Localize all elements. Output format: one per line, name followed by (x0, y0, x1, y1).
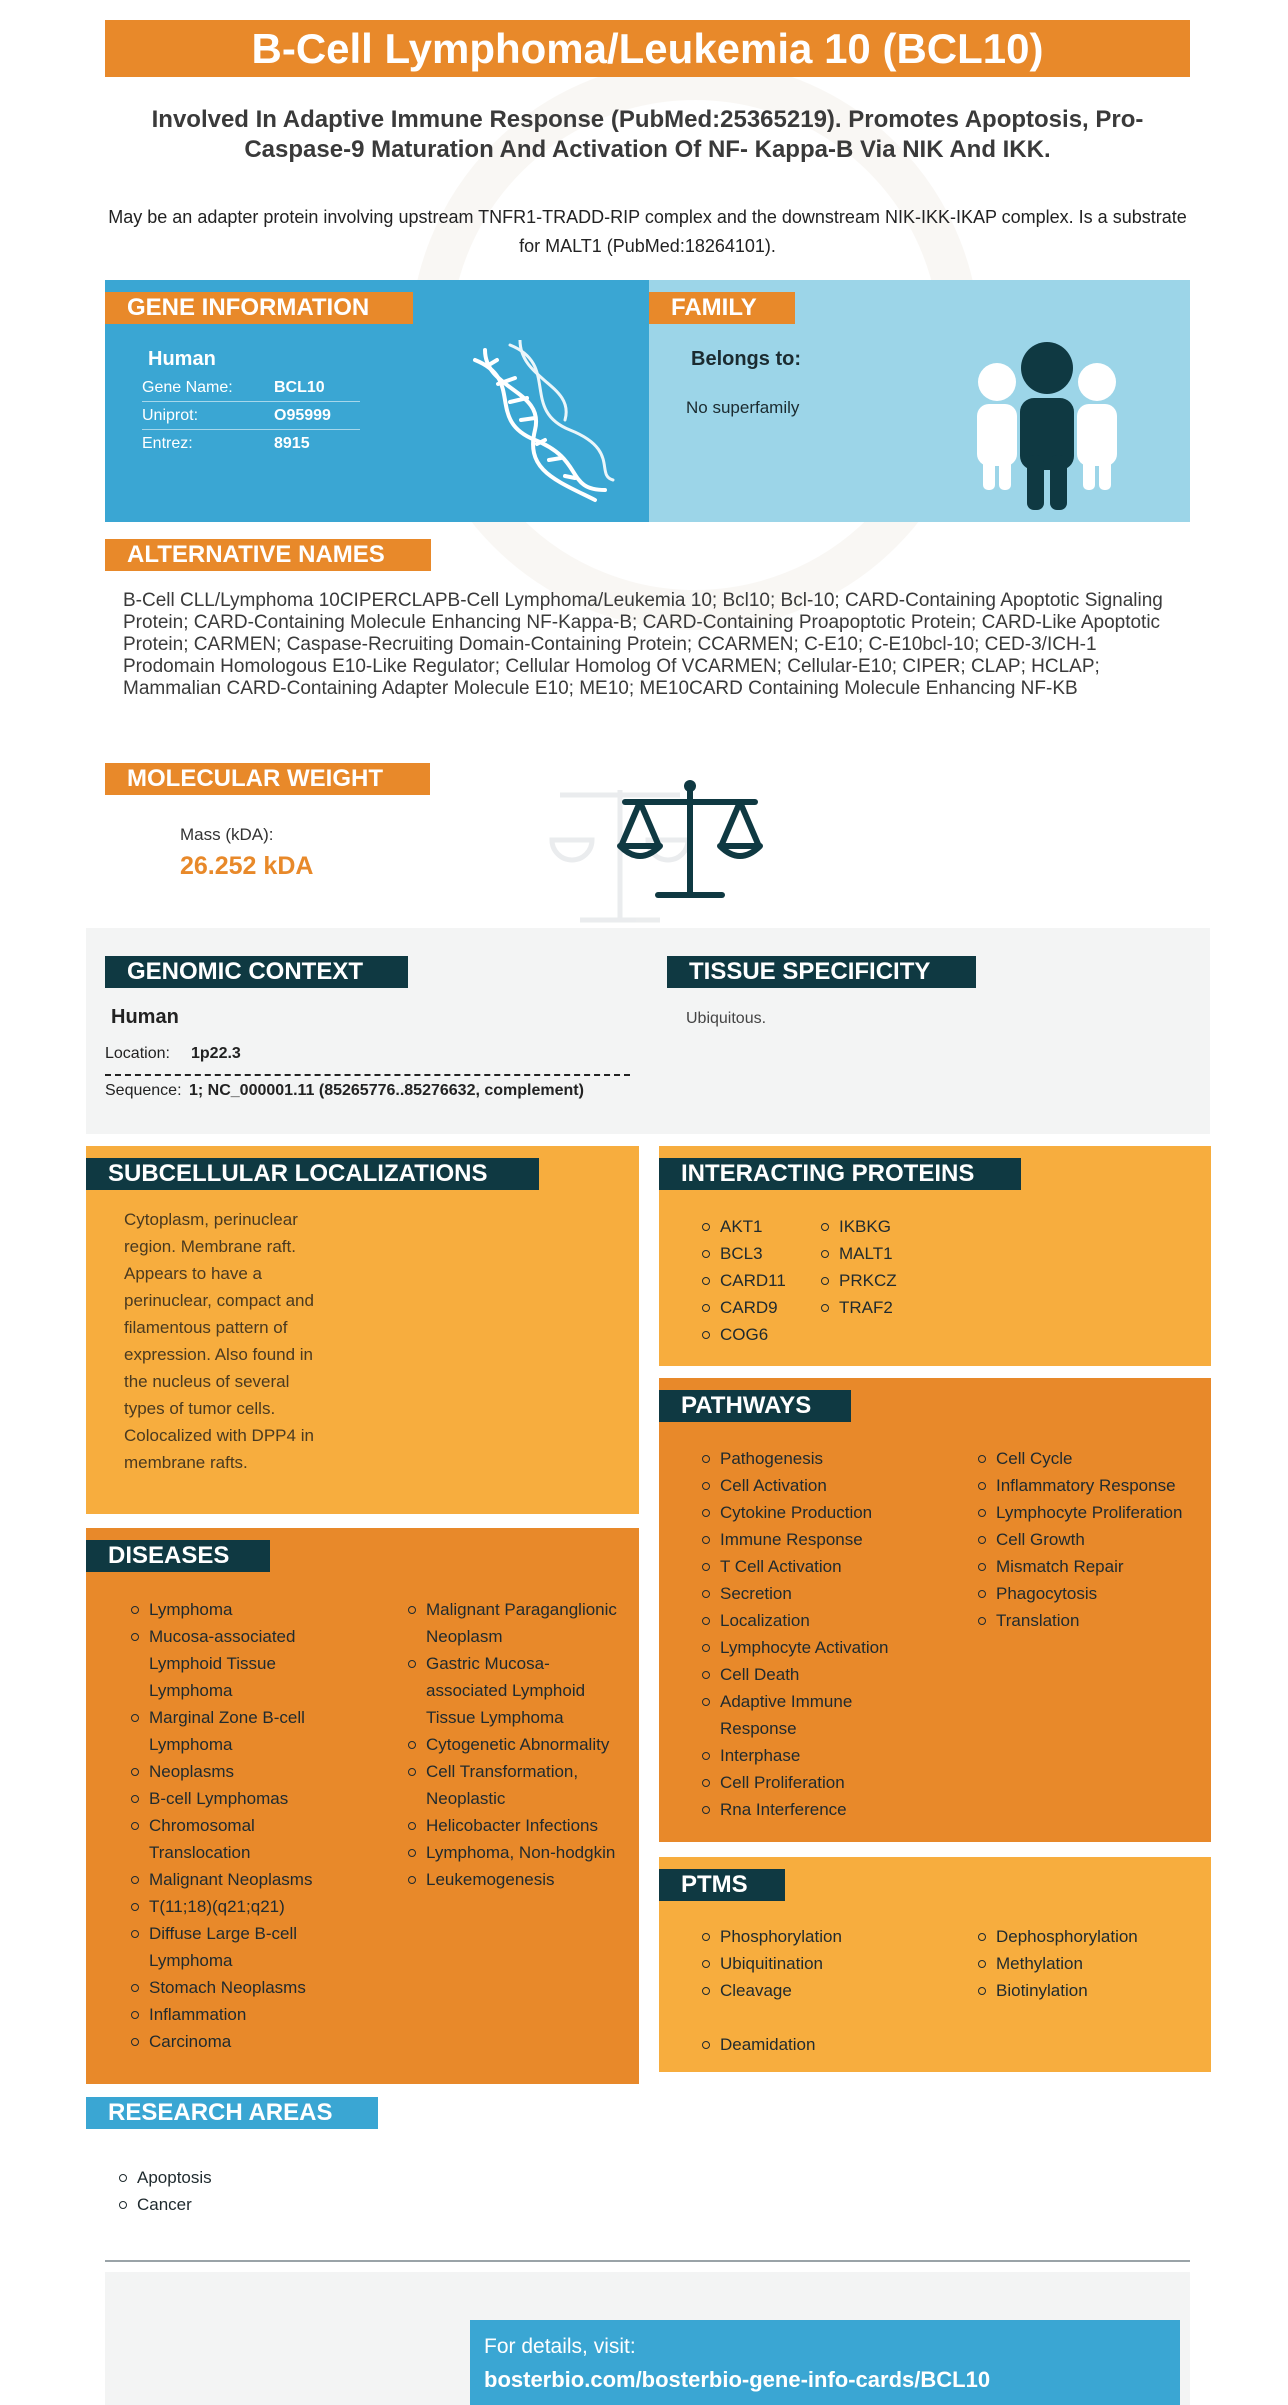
location-label: Location: (105, 1045, 170, 1062)
belongs-to-label: Belongs to: (691, 348, 801, 370)
uniprot-row (142, 402, 360, 430)
details-caption: For details, visit: (484, 2335, 636, 2358)
interacting-protein-item: BCL3 (700, 1240, 810, 1267)
interacting-protein-item: PRKCZ (819, 1267, 969, 1294)
pathway-item: Cell Death (700, 1661, 930, 1688)
pathway-item: Pathogenesis (700, 1445, 930, 1472)
pathway-item: Cell Activation (700, 1472, 930, 1499)
interacting-protein-item: MALT1 (819, 1240, 969, 1267)
alternative-names-text: B-Cell CLL/Lymphoma 10CIPERCLAPB-Cell Lymphoma/Leukemia 10; Bcl10; Bcl-10; CARD-Containing Apoptotic Signaling Protein; CARD-Containing Molecule Enhancing NF-Kappa-B; CARD-Containing Proapoptotic Protein; CARD-Like Apoptotic Protein; CARMEN; Caspase-Recruiting Domain-Containing Protein; CCARMEN; C-E10; C-E10bcl-10; CED-3/ICH-1 Prodomain Homologous E10-Like Regulator; Cellular Homolog Of VCARMEN; Cellular-E10; CIPER; CLAP; HCLAP; Mammalian CARD-Containing Adapter Molecule E10; ME10; ME10CARD Containing Molecule Enhancing NF-KB (123, 590, 1163, 699)
interacting-protein-item: COG6 (700, 1321, 810, 1348)
ptms-heading: PTMS (659, 1869, 785, 1901)
pathway-item: Phagocytosis (976, 1580, 1206, 1607)
research-area-item: Cancer (117, 2191, 417, 2218)
research-area-item: Apoptosis (117, 2164, 417, 2191)
family-value: No superfamily (686, 398, 800, 417)
page-title: B-Cell Lymphoma/Leukemia 10 (BCL10) (105, 20, 1190, 77)
page-subtitle: Involved In Adaptive Immune Response (PubMed:25365219). Promotes Apoptosis, Pro-Caspase-9 Maturation And Activation Of NF- Kappa-B Via NIK And IKK. (151, 106, 1144, 163)
mass-value: 26.252 kDA (180, 852, 314, 880)
diseases-list-1 (129, 1596, 359, 2055)
subcellular-heading: SUBCELLULAR LOCALIZATIONS (86, 1158, 539, 1190)
disease-item: Malignant Paraganglionic Neoplasm (406, 1596, 626, 1650)
details-link[interactable]: bosterbio.com/bosterbio-gene-info-cards/BCL10 (484, 2367, 991, 2392)
genomic-context-heading: GENOMIC CONTEXT (105, 956, 408, 988)
entrez-row (142, 430, 360, 458)
genomic-divider (105, 1074, 630, 1076)
pathway-item: Cell Proliferation (700, 1769, 930, 1796)
mass-label: Mass (kDA): (180, 825, 274, 844)
pathway-item: Cytokine Production (700, 1499, 930, 1526)
balance-scale-icon (540, 770, 790, 930)
subcellular-panel (86, 1146, 639, 1514)
entrez-label: Entrez: (142, 435, 193, 452)
interacting-proteins-list-2 (819, 1213, 969, 1321)
disease-item: Helicobacter Infections (406, 1812, 626, 1839)
pathway-item: Inflammatory Response (976, 1472, 1206, 1499)
disease-item: Chromosomal Translocation (129, 1812, 359, 1866)
disease-item: Inflammation (129, 2001, 359, 2028)
pathways-panel (659, 1378, 1211, 1842)
ptm-item: Dephosphorylation (976, 1923, 1206, 1950)
interacting-protein-item: CARD11 (700, 1267, 810, 1294)
pathway-item: Cell Cycle (976, 1445, 1206, 1472)
interacting-protein-item: TRAF2 (819, 1294, 969, 1321)
ptm-item: Methylation (976, 1950, 1206, 1977)
diseases-panel (86, 1528, 639, 2084)
disease-item: Mucosa-associated Lymphoid Tissue Lymphoma (129, 1623, 359, 1704)
disease-item: Leukemogenesis (406, 1866, 626, 1893)
gene-information-panel (105, 280, 649, 522)
disease-item: Cytogenetic Abnormality (406, 1731, 626, 1758)
interacting-protein-item: AKT1 (700, 1213, 810, 1240)
pathways-list-2 (976, 1445, 1206, 1634)
pathway-item: Cell Growth (976, 1526, 1206, 1553)
family-panel (649, 280, 1190, 522)
uniprot-label: Uniprot: (142, 407, 199, 424)
disease-item: Stomach Neoplasms (129, 1974, 359, 2001)
diseases-heading: DISEASES (86, 1540, 270, 1572)
uniprot-value: O95999 (274, 407, 331, 424)
pathway-item: Immune Response (700, 1526, 930, 1553)
location-value: 1p22.3 (191, 1045, 241, 1062)
tissue-specificity-text: Ubiquitous. (686, 1010, 767, 1027)
ptm-item: Deamidation (700, 2031, 930, 2058)
pathway-item: Lymphocyte Activation (700, 1634, 930, 1661)
interacting-proteins-panel (659, 1146, 1211, 1366)
disease-item: Lymphoma (129, 1596, 359, 1623)
diseases-list-2 (406, 1596, 626, 1893)
pathway-item: Secretion (700, 1580, 930, 1607)
interacting-proteins-list-1 (700, 1213, 810, 1348)
ptm-item: Ubiquitination (700, 1950, 930, 1977)
alternative-names-heading: ALTERNATIVE NAMES (105, 539, 431, 571)
dna-icon (465, 340, 615, 505)
disease-item: Malignant Neoplasms (129, 1866, 359, 1893)
gene-name-label: Gene Name: (142, 379, 233, 396)
pathway-item: Adaptive Immune Response (700, 1688, 930, 1742)
sequence-value: 1; NC_000001.11 (85265776..85276632, complement) (189, 1082, 584, 1099)
pathway-item: Interphase (700, 1742, 930, 1769)
footer-divider (105, 2260, 1190, 2262)
interacting-protein-item: IKBKG (819, 1213, 969, 1240)
details-box (470, 2320, 1180, 2405)
ptms-list-2 (976, 1923, 1206, 2004)
subcellular-text: Cytoplasm, perinuclear region. Membrane raft. Appears to have a perinuclear, compact and filamentous pattern of expression. Also found in the nucleus of several types of tumor cells. Colocalized with DPP4 in membrane rafts. (124, 1210, 314, 1472)
sequence-label: Sequence: (105, 1082, 182, 1099)
disease-item: T(11;18)(q21;q21) (129, 1893, 359, 1920)
genomic-species: Human (111, 1006, 179, 1028)
disease-item: Lymphoma, Non-hodgkin (406, 1839, 626, 1866)
interacting-proteins-heading: INTERACTING PROTEINS (659, 1158, 1021, 1190)
entrez-value: 8915 (274, 435, 310, 452)
pathway-item: Mismatch Repair (976, 1553, 1206, 1580)
ptms-panel (659, 1857, 1211, 2072)
gene-name-row (142, 374, 360, 402)
ptm-item: Phosphorylation (700, 1923, 930, 1950)
disease-item: Carcinoma (129, 2028, 359, 2055)
disease-item: Gastric Mucosa-associated Lymphoid Tissue Lymphoma (406, 1650, 626, 1731)
ptm-item: Biotinylation (976, 1977, 1206, 2004)
disease-item: Diffuse Large B-cell Lymphoma (129, 1920, 359, 1974)
pathway-item: Translation (976, 1607, 1206, 1634)
gene-species: Human (148, 348, 216, 370)
family-heading: FAMILY (649, 292, 795, 324)
molecular-weight-heading: MOLECULAR WEIGHT (105, 763, 430, 795)
ptm-item: Cleavage (700, 1977, 930, 2004)
gene-name-value: BCL10 (274, 379, 325, 396)
pathway-item: Lymphocyte Proliferation (976, 1499, 1206, 1526)
pathway-item: Localization (700, 1607, 930, 1634)
gene-information-heading: GENE INFORMATION (105, 292, 413, 324)
people-group-icon (967, 340, 1127, 510)
pathway-item: T Cell Activation (700, 1553, 930, 1580)
disease-item: Cell Transformation, Neoplastic (406, 1758, 626, 1812)
tissue-specificity-heading: TISSUE SPECIFICITY (667, 956, 976, 988)
ptms-list-1 (700, 1923, 930, 2058)
pathway-item: Rna Interference (700, 1796, 930, 1823)
disease-item: B-cell Lymphomas (129, 1785, 359, 1812)
function-description: May be an adapter protein involving upstream TNFR1-TRADD-RIP complex and the downstream NIK-IKK-IKAP complex. Is a substrate for MALT1 (PubMed:18264101). (108, 207, 1187, 256)
disease-item: Neoplasms (129, 1758, 359, 1785)
pathways-heading: PATHWAYS (659, 1390, 851, 1422)
disease-item: Marginal Zone B-cell Lymphoma (129, 1704, 359, 1758)
pathways-list-1 (700, 1445, 930, 1823)
research-areas-list (117, 2164, 417, 2218)
research-areas-heading: RESEARCH AREAS (86, 2097, 378, 2129)
interacting-protein-item: CARD9 (700, 1294, 810, 1321)
